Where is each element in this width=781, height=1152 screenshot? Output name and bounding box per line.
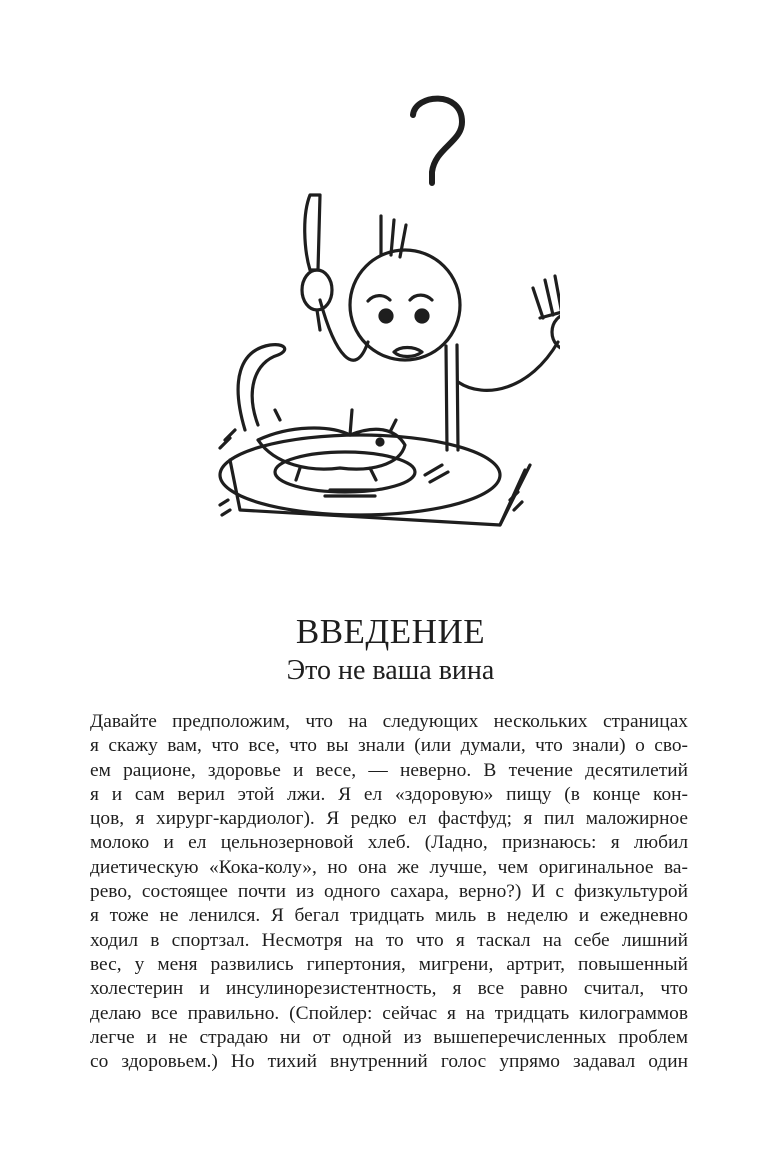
chapter-heading [0,612,781,688]
text-line: ем рационе, здоровье и весе, — неверно. В течение десятилетий [90,759,688,781]
text-line: вес, у меня развились гипертония, мигрени, артрит, повышенный [90,953,688,975]
text-line: рево, состоящее почти из одного сахара, верно?) И с физкультурой [90,881,688,903]
chapter-subtitle: Это не ваша вина [286,655,495,686]
text-line: холестерин и инсулинорезистентность, я все равно считал, что [90,978,688,1000]
text-line: я тоже не ленился. Я бегал тридцать миль в неделю и ежедневно [90,905,688,927]
text-line: делаю все правильно. (Спойлер: сейчас я на тридцать килограммов [90,1002,688,1024]
stick-figure-with-rat-on-plate-icon [200,80,560,530]
chapter-illustration [200,80,560,530]
text-line: ходил в спортзал. Несмотря на то что я таскал на себе лишний [90,929,688,951]
body-paragraph [90,710,688,1074]
text-line: со здоровьем.) Но тихий внутренний голос упрямо задавал один [90,1051,688,1073]
text-line: молоко и ел цельнозерновой хлеб. (Ладно, признаюсь: я любил [90,832,688,854]
text-line: я и сам верил этой лжи. Я ел «здоровую» пищу (в конце кон- [90,783,688,805]
text-line: цов, я хирург-кардиолог). Я редко ел фастфуд; я пил маложирное [90,808,688,830]
chapter-title: ВВЕДЕНИЕ [295,612,486,651]
text-line: я скажу вам, что все, что вы знали (или думали, что знали) о сво- [90,735,688,757]
text-line: диетическую «Кока-колу», но она же лучше, чем оригинальное ва- [90,856,688,878]
text-line: Давайте предположим, что на следующих нескольких страницах [90,711,688,732]
text-line: легче и не страдаю ни от одной из вышеперечисленных проблем [90,1026,688,1048]
